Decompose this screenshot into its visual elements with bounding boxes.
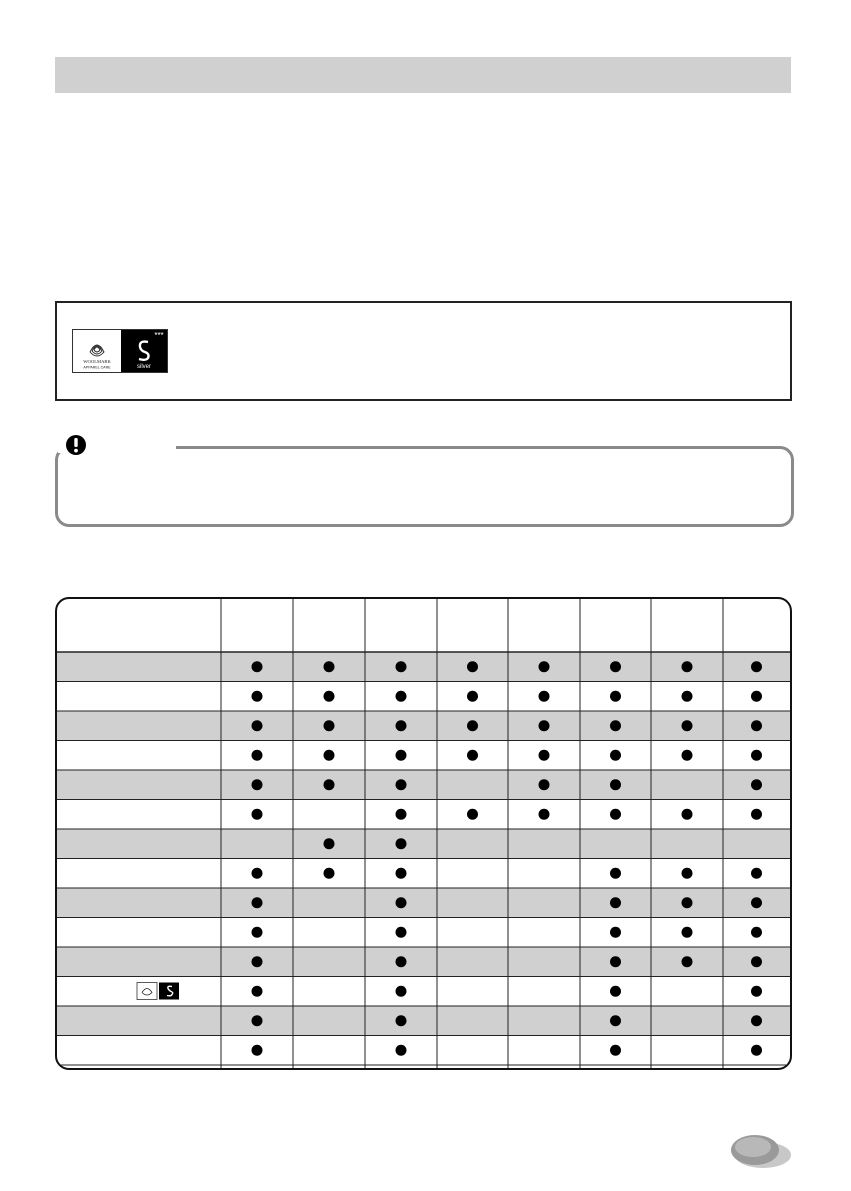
compatibility-dot [252, 1015, 263, 1026]
compatibility-dot [610, 1015, 621, 1026]
compatibility-dot [539, 720, 550, 731]
compatibility-dot [751, 1045, 762, 1056]
compatibility-dot [751, 927, 762, 938]
compatibility-dot [396, 691, 407, 702]
compatibility-dot [467, 691, 478, 702]
compatibility-dot [324, 838, 335, 849]
compatibility-dot [539, 661, 550, 672]
compatibility-dot [396, 1015, 407, 1026]
compatibility-dot [751, 809, 762, 820]
section-header-bar [55, 57, 791, 93]
compatibility-dot [252, 927, 263, 938]
compatibility-dot [682, 868, 693, 879]
compatibility-dot [610, 956, 621, 967]
compatibility-dot [252, 1045, 263, 1056]
compatibility-dot [751, 720, 762, 731]
silver-stars: *** [154, 331, 164, 340]
silver-grade-text: silver [136, 364, 152, 370]
table-row-shade [57, 652, 790, 682]
compatibility-dot [252, 691, 263, 702]
silver-s-logo [121, 330, 167, 372]
table-row-shade [57, 947, 790, 977]
compatibility-dot [252, 986, 263, 997]
woolmark-care-text: APPAREL CARE [83, 365, 111, 370]
compatibility-dot [396, 897, 407, 908]
compatibility-dot [682, 927, 693, 938]
compatibility-dot [751, 661, 762, 672]
compatibility-dot [252, 720, 263, 731]
compatibility-dot [324, 691, 335, 702]
compatibility-dot [610, 927, 621, 938]
compatibility-table [55, 597, 792, 1070]
compatibility-dot [396, 868, 407, 879]
compatibility-dot [252, 661, 263, 672]
compatibility-dot [252, 868, 263, 879]
compatibility-dot [610, 809, 621, 820]
compatibility-dot [751, 750, 762, 761]
table-row-shade [57, 888, 790, 918]
compatibility-dot [682, 691, 693, 702]
row-woolmark-icon [137, 983, 157, 1000]
compatibility-dot [252, 750, 263, 761]
compatibility-dot [396, 720, 407, 731]
compatibility-dot [610, 750, 621, 761]
compatibility-dot [751, 897, 762, 908]
woolmark-brand-text: WOOLMARK [83, 359, 111, 364]
compatibility-dot [396, 956, 407, 967]
compatibility-dot [324, 720, 335, 731]
compatibility-dot [682, 956, 693, 967]
compatibility-dot [324, 661, 335, 672]
compatibility-dot [610, 691, 621, 702]
compatibility-dot [467, 809, 478, 820]
compatibility-dot [324, 868, 335, 879]
exclamation-icon [64, 433, 88, 457]
compatibility-dot [252, 809, 263, 820]
compatibility-dot [396, 986, 407, 997]
compatibility-dot [751, 1015, 762, 1026]
compatibility-dot [252, 897, 263, 908]
compatibility-dot [751, 691, 762, 702]
woolmark-info-box [55, 301, 792, 401]
compatibility-dot [751, 956, 762, 967]
compatibility-dot [751, 779, 762, 790]
compatibility-dot [396, 927, 407, 938]
compatibility-dot [682, 661, 693, 672]
compatibility-dot [252, 956, 263, 967]
compatibility-dot [682, 750, 693, 761]
compatibility-dot [467, 750, 478, 761]
table-row-shade [57, 711, 790, 741]
table-row-shade [57, 770, 790, 800]
compatibility-dot [610, 897, 621, 908]
compatibility-dot [539, 779, 550, 790]
compatibility-dot [682, 720, 693, 731]
table-row-shade [57, 1006, 790, 1036]
page-number-badge [729, 1133, 793, 1171]
compatibility-dot [396, 661, 407, 672]
compatibility-dot [396, 809, 407, 820]
table-row-shade [57, 829, 790, 859]
row-silver-icon [159, 983, 179, 1000]
compatibility-dot [324, 779, 335, 790]
compatibility-dot [610, 720, 621, 731]
compatibility-dot [610, 868, 621, 879]
compatibility-dot [324, 750, 335, 761]
note-box [55, 446, 794, 527]
compatibility-grid [57, 599, 790, 1068]
compatibility-dot [467, 661, 478, 672]
compatibility-dot [539, 750, 550, 761]
woolmark-apparel-care-logo [72, 329, 168, 373]
compatibility-dot [396, 779, 407, 790]
compatibility-dot [682, 897, 693, 908]
compatibility-dot [252, 779, 263, 790]
compatibility-dot [610, 661, 621, 672]
compatibility-dot [539, 809, 550, 820]
compatibility-dot [467, 720, 478, 731]
compatibility-dot [539, 691, 550, 702]
compatibility-dot [396, 750, 407, 761]
compatibility-dot [610, 779, 621, 790]
compatibility-dot [396, 1045, 407, 1056]
compatibility-dot [751, 986, 762, 997]
woolmark-icon [73, 330, 121, 372]
compatibility-dot [610, 1045, 621, 1056]
compatibility-dot [396, 838, 407, 849]
compatibility-dot [751, 868, 762, 879]
compatibility-dot [610, 986, 621, 997]
compatibility-dot [682, 809, 693, 820]
